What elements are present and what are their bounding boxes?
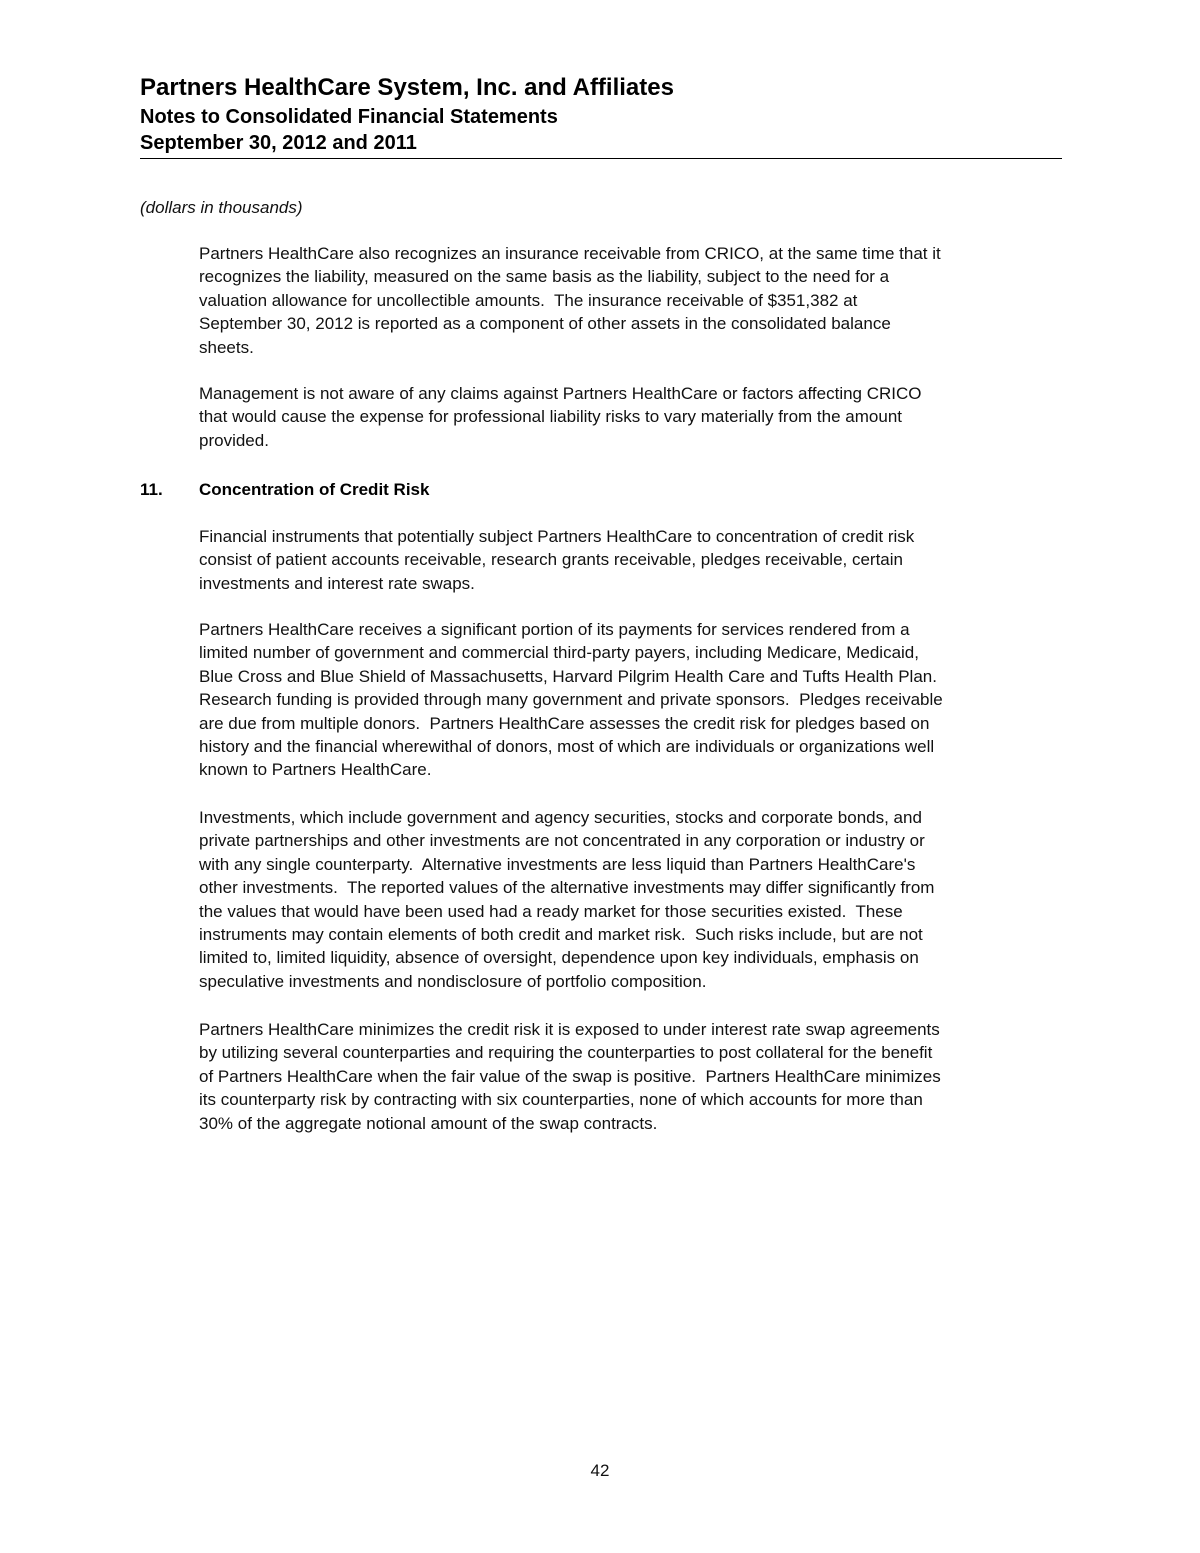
text-line: recognizes the liability, measured on the same basis as the liability, subject to the need for a (199, 267, 890, 287)
text-line: September 30, 2012 is reported as a component of other assets in the consolidated balance (199, 314, 891, 334)
text-line: are due from multiple donors. Partners HealthCare assesses the credit risk for pledges based on (199, 713, 930, 733)
text-line: investments and interest rate swaps. (199, 573, 475, 593)
units-note: (dollars in thousands) (140, 198, 303, 217)
reporting-period: September 30, 2012 and 2011 (140, 132, 417, 154)
text-line: of Partners HealthCare when the fair value of the swap is positive. Partners HealthCare minimizes (199, 1066, 941, 1086)
text-line: Blue Cross and Blue Shield of Massachusetts, Harvard Pilgrim Health Care and Tufts Health Plan. (199, 666, 937, 686)
text-line: by utilizing several counterparties and requiring the counterparties to post collateral for the benefit (199, 1043, 933, 1063)
text-line: Partners HealthCare minimizes the credit risk it is exposed to under interest rate swap agreements (199, 1020, 940, 1039)
header-divider (140, 158, 1062, 159)
text-line: history and the financial wherewithal of donors, most of which are individuals or organizations well (199, 736, 935, 756)
text-line: with any single counterparty. Alternative investments are less liquid than Partners HealthCare's (199, 854, 916, 874)
paragraph-payers (199, 618, 943, 782)
section-title: Concentration of Credit Risk (199, 480, 430, 499)
text-line: that would cause the expense for professional liability risks to vary materially from the amount (199, 407, 902, 427)
text-line: Research funding is provided through many government and private sponsors. Pledges receivable (199, 690, 943, 710)
text-line: other investments. The reported values of the alternative investments may differ significantly from (199, 878, 935, 898)
text-line: 30% of the aggregate notional amount of the swap contracts. (199, 1113, 658, 1133)
text-line: limited to, limited liquidity, absence of oversight, dependence upon key individuals, emphasis on (199, 948, 919, 968)
text-line: instruments may contain elements of both credit and market risk. Such risks include, but are not (199, 924, 923, 944)
text-line: provided. (199, 430, 269, 450)
text-line: its counterparty risk by contracting with six counterparties, none of which accounts for more than (199, 1090, 923, 1110)
page-number: 42 (590, 1461, 610, 1480)
text-line: private partnerships and other investments are not concentrated in any corporation or industry or (199, 831, 925, 851)
text-line: Management is not aware of any claims against Partners HealthCare or factors affecting CRICO (199, 384, 922, 403)
paragraph-management-claims (199, 382, 922, 452)
text-line: the values that would have been used had a ready market for those securities existed. These (199, 901, 903, 921)
text-line: consist of patient accounts receivable, research grants receivable, pledges receivable, certain (199, 550, 903, 570)
text-line: Partners HealthCare also recognizes an insurance receivable from CRICO, at the same time that it (199, 244, 941, 263)
text-line: Partners HealthCare receives a significant portion of its payments for services rendered from a (199, 620, 910, 639)
company-name: Partners HealthCare System, Inc. and Affiliates (140, 74, 674, 101)
text-line: Financial instruments that potentially subject Partners HealthCare to concentration of credit risk (199, 527, 915, 546)
document-title: Notes to Consolidated Financial Statements (140, 106, 558, 128)
section-number: 11. (140, 480, 163, 499)
paragraph-financial-instruments (199, 525, 914, 595)
text-line: limited number of government and commercial third-party payers, including Medicare, Medicaid, (199, 643, 919, 663)
text-line: known to Partners HealthCare. (199, 760, 432, 780)
text-line: speculative investments and nondisclosure of portfolio composition. (199, 971, 707, 991)
paragraph-insurance-receivable (199, 242, 941, 359)
paragraph-investments (199, 806, 934, 993)
text-line: valuation allowance for uncollectible amounts. The insurance receivable of $351,382 at (199, 290, 858, 310)
text-line: sheets. (199, 337, 254, 357)
paragraph-swap-agreements (199, 1018, 941, 1135)
text-line: Investments, which include government and agency securities, stocks and corporate bonds, and (199, 808, 922, 827)
